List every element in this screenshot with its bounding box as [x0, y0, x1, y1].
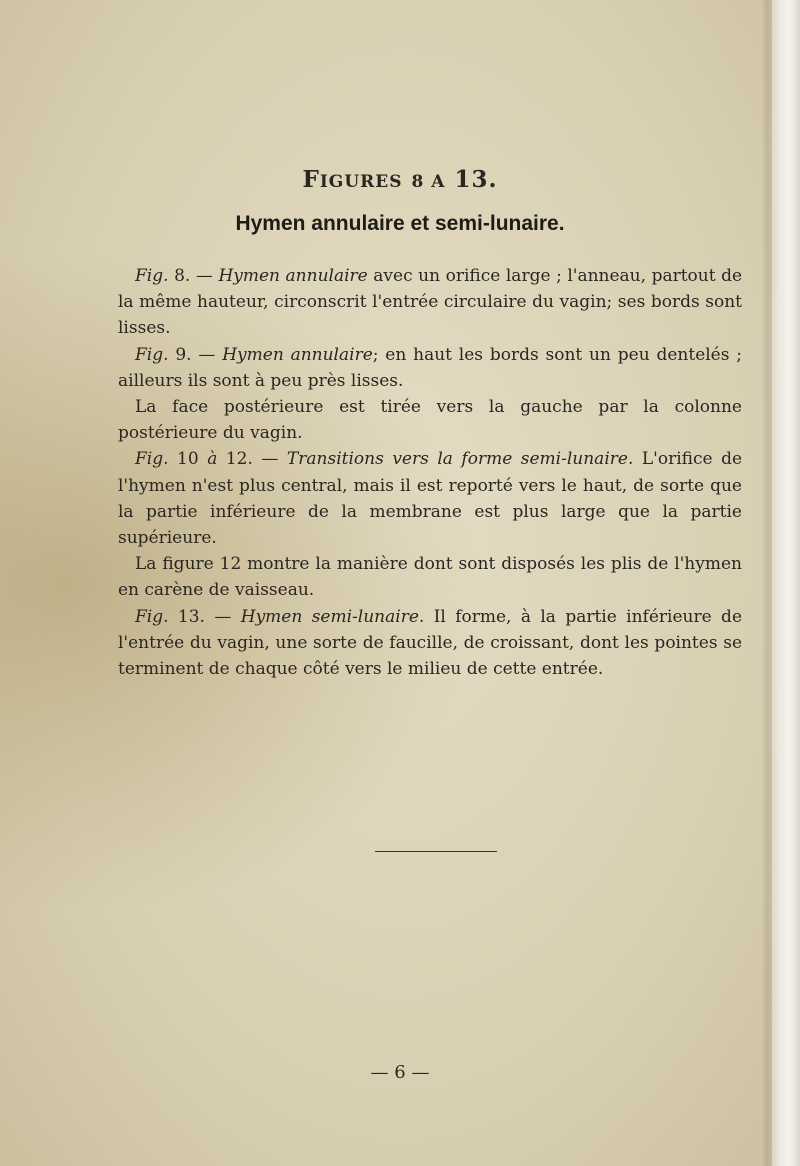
fig-description: ; en haut les bords sont un peu dentelés ; ailleurs ils sont à peu près lisses. — [118, 344, 743, 391]
fig-number: 9. — — [175, 344, 216, 365]
fig-term: Hymen annulaire — [218, 266, 368, 286]
fig-number: 8. — — [174, 266, 213, 286]
title-initial: F — [302, 166, 320, 193]
title-conj: 8 A — [411, 172, 446, 192]
fig-term: Hymen semi-lunaire. — [240, 606, 425, 627]
fig-term: Hymen annulaire — [222, 344, 373, 365]
paragraph-fig8 — [118, 263, 742, 342]
title-end: 13. — [454, 166, 498, 193]
fig-number-end: 12. — — [225, 449, 279, 470]
fig-term: Transitions vers la forme semi-lunaire. — [286, 449, 634, 470]
fig-description: L'orifice de l'hymen n'est plus central, mais il est reporté vers le haut, de sorte que la partie inférieure de la membrane est plus large que la partie supérieure. — [118, 449, 743, 549]
section-divider — [375, 851, 497, 852]
fig-label: Fig. — [135, 266, 169, 286]
fig-label: Fig. — [135, 449, 169, 470]
fig-description: Il forme, à la partie inférieure de l'entrée du vagin, une sorte de faucille, de croissant, dont les pointes se terminent de chaque côté vers le milieu de cette entrée. — [118, 606, 743, 680]
page-number: — 6 — — [370, 1062, 430, 1083]
paragraph-fig10-12 — [118, 446, 742, 551]
page-title — [0, 166, 800, 193]
paragraph-fig13 — [118, 604, 742, 683]
title-smallcaps: IGURES — [319, 172, 403, 192]
fig-label: Fig. — [135, 606, 169, 627]
page-subtitle: Hymen annulaire et semi-lunaire. — [235, 212, 565, 235]
fig-number: 13. — — [177, 606, 232, 627]
paragraph-figure12: La figure 12 montre la manière dont sont disposés les plis de l'hymen en carène de vaisseau. — [118, 554, 742, 601]
fig-description: avec un orifice large ; l'anneau, partout de la même hauteur, circonscrit l'entrée circulaire du vagin; ses bords sont lisses. — [118, 266, 743, 339]
body-text — [118, 263, 742, 682]
fig-number: 10 — [177, 449, 199, 470]
fig-number-mid: à — [207, 449, 218, 470]
paragraph-fig9 — [118, 342, 742, 394]
paragraph-posterior-face: La face postérieure est tirée vers la gauche par la colonne postérieure du vagin. — [118, 397, 742, 444]
fig-label: Fig. — [135, 344, 169, 365]
